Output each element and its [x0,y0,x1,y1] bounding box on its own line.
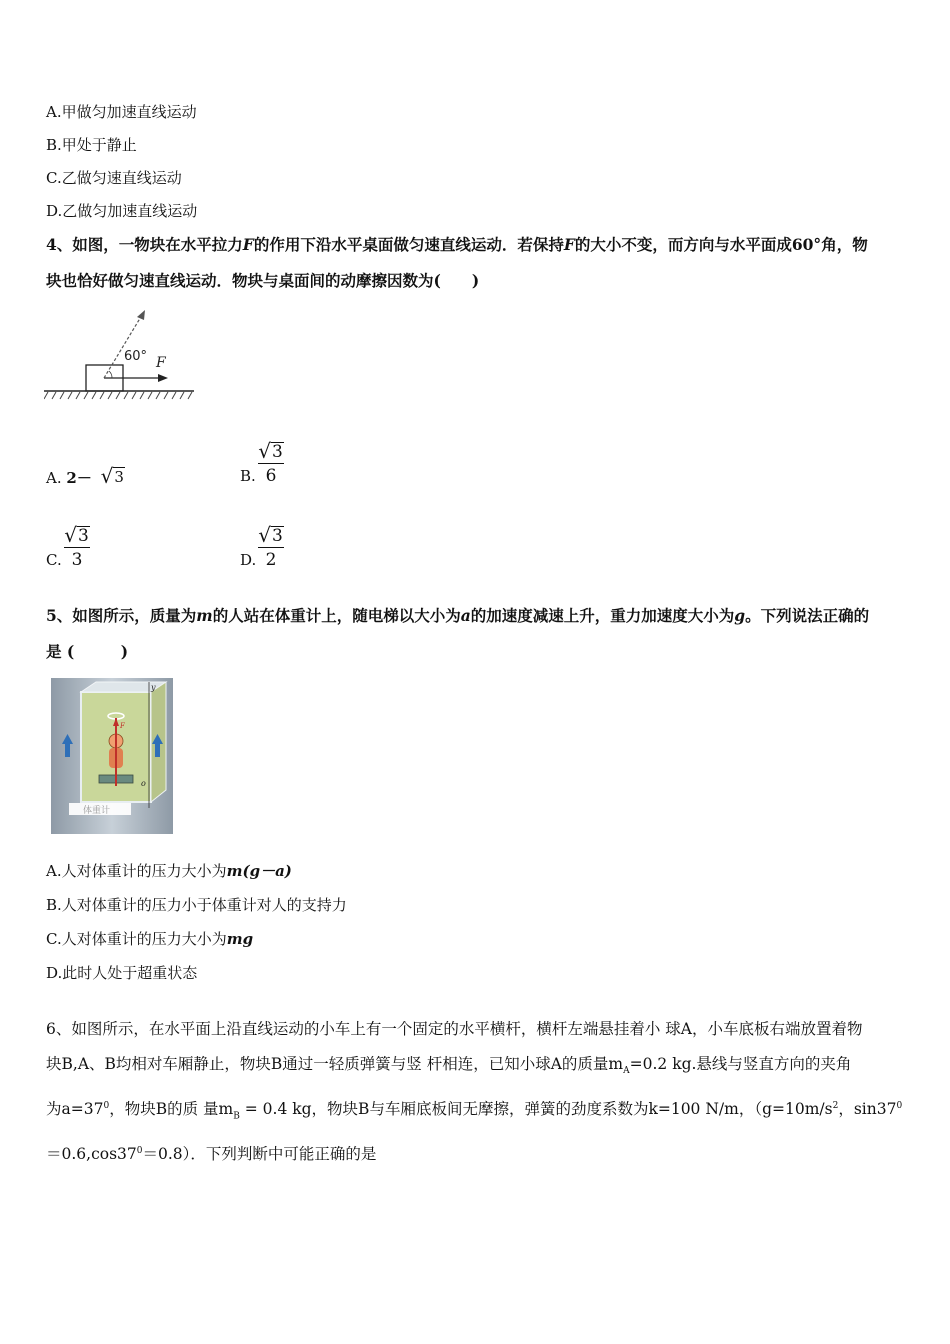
q4-option-b-label: B. [240,467,256,485]
q5-option-d: D.此时人处于超重状态 [46,964,198,982]
axis-y-label: y [151,683,156,692]
force-diagram [44,305,196,401]
q6-line-3: 为$a=37^0$，物块B的质 量$m_B = 0.4$ kg，物块B与车厢底板间无摩擦，弹簧的劲度系数为k=100 N/m，（$g=10m/s^2$，$\sin 37^0$ [46,1100,903,1122]
q6-line-1: 6、如图所示，在水平面上沿直线运动的小车上有一个固定的水平横杆，横杆左端悬挂着小 球A，小车底板右端放置着物 [46,1020,863,1038]
elevator-figure [51,678,173,834]
q6-stem [46,1012,916,1173]
q5-option-a: A.人对体重计的压力大小为m(g－a) [46,862,292,880]
angle-label: 60° [124,349,148,364]
q6-line-4: $=0.6,\cos 37^0=0.8$）．下列判断中可能正确的是 [46,1145,377,1164]
q3-option-a: A.甲做匀加速直线运动 [46,103,197,121]
q4-option-c-label: C. [46,551,62,569]
q3-option-d: D.乙做匀加速直线运动 [46,202,198,220]
force-f-label: F [120,722,125,730]
q3-option-b: B.甲处于静止 [46,136,137,154]
q5-option-c: C.人对体重计的压力大小为mg [46,930,254,948]
q4-option-d-label: D. [240,551,257,569]
q6-line-2: 块B,A、B均相对车厢静止，物块B通过一轻质弹簧与竖 杆相连，已知小球A的质量$m_A=0.2$ kg.悬线与竖直方向的夹角 [46,1055,852,1077]
q4-option-c-fraction: √ 3 3 [64,523,89,570]
q3-option-c: C.乙做匀速直线运动 [46,169,182,187]
q5-option-b: B.人对体重计的压力小于体重计对人的支持力 [46,896,347,914]
scale-caption: 体重计 [83,806,111,816]
q4-option-d-fraction: √ 3 2 [258,523,283,570]
axis-o-label: o [141,779,146,788]
force-label: F [156,355,166,371]
q5-stem: 5、如图所示，质量为m的人站在体重计上，随电梯以大小为a的加速度减速上升，重力加速度大小为g。下列说法正确的 是 ( ) [46,606,870,661]
q4-option-b-fraction: √ 3 6 [258,439,283,486]
q4-stem: 4、如图，一物块在水平拉力F的作用下沿水平桌面做匀速直线运动．若保持F的大小不变，而方向与水平面成60°角，物 块也恰好做匀速直线运动．物块与桌面间的动摩擦因数为( ) [46,235,868,290]
q4-option-a: A. 2－ √ 3 [46,464,124,488]
